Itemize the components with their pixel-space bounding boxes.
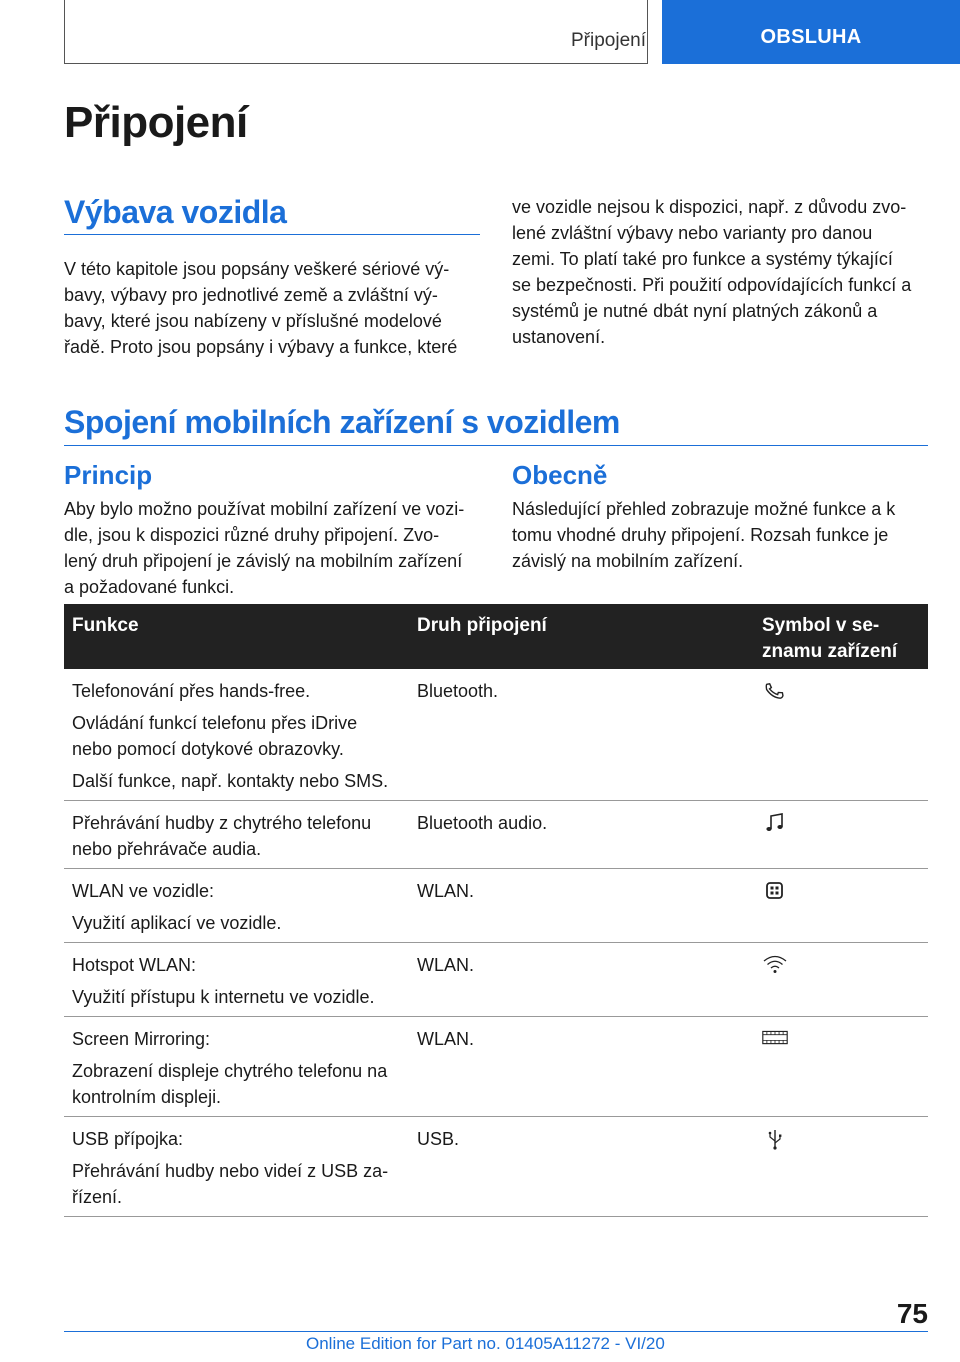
princip-line: Aby bylo možno používat mobilní zařízení ve vozi- xyxy=(64,499,465,519)
funkce-text: WLAN ve vozidle: xyxy=(72,881,215,901)
header-section-title: Připojení xyxy=(571,30,646,51)
cell-funkce xyxy=(64,669,409,800)
header-chapter-tab[interactable]: OBSLUHA xyxy=(662,0,960,64)
cell-symbol xyxy=(754,801,928,868)
cell-funkce xyxy=(64,801,409,868)
cell-funkce xyxy=(64,869,409,942)
table-row xyxy=(64,669,928,801)
header-symbol: Symbol v se- znamu zařízení xyxy=(762,615,898,662)
cell-symbol xyxy=(754,669,928,800)
funkce-text: USB přípojka: xyxy=(72,1129,184,1149)
table-row xyxy=(64,801,928,869)
vybava-rule xyxy=(64,234,480,235)
obecne-line: Následující přehled zobrazuje možné funkce a k xyxy=(512,499,896,519)
princip-text xyxy=(64,496,494,600)
funkce-text: Screen Mirroring: xyxy=(72,1029,211,1049)
funkce-text: Zobrazení displeje chytrého telefonu na kontrolním displeji. xyxy=(72,1061,388,1107)
table-row xyxy=(64,869,928,943)
vybava-right-line: ve vozidle nejsou k dispozici, např. z důvodu zvo- xyxy=(512,197,907,217)
funkce-text: Využití aplikací ve vozidle. xyxy=(72,913,282,933)
vybava-right-line: systémů je nutné dbát nyní platných zákonů a xyxy=(512,301,878,321)
apps-icon xyxy=(762,880,788,902)
table-row xyxy=(64,1017,928,1117)
vybava-right-line: ustanovení. xyxy=(512,327,606,347)
screen-mirroring-icon xyxy=(762,1028,788,1050)
funkce-text: Přehrávání hudby nebo videí z USB za-řízení. xyxy=(72,1161,389,1207)
wifi-icon xyxy=(762,954,788,976)
table-row xyxy=(64,943,928,1017)
funkce-text: Ovládání funkcí telefonu přes iDrive nebo pomocí dotykové obrazovky. xyxy=(72,713,358,759)
connection-table xyxy=(64,604,928,1217)
header-frame xyxy=(64,0,648,64)
princip-heading: Princip xyxy=(64,460,153,490)
footer-edition: Online Edition for Part no. 01405A11272 - VI/20 xyxy=(306,1334,665,1353)
princip-line: dle, jsou k dispozici různé druhy připojení. Zvo- xyxy=(64,525,440,545)
header-druh: Druh připojení xyxy=(417,615,547,636)
cell-druh: USB. xyxy=(417,1129,460,1149)
funkce-text: Telefonování přes hands-free. xyxy=(72,681,311,701)
vybava-right-line: se bezpečnosti. Při použití odpovídajících funkcí a xyxy=(512,275,912,295)
header-funkce: Funkce xyxy=(72,615,139,636)
cell-funkce xyxy=(64,1017,409,1116)
vybava-left-line: V této kapitole jsou popsány veškeré sériové vý- xyxy=(64,259,450,279)
cell-funkce xyxy=(64,1117,409,1216)
cell-symbol xyxy=(754,1017,928,1116)
cell-druh: Bluetooth. xyxy=(417,681,499,701)
footer-rule xyxy=(64,1331,928,1332)
cell-druh: WLAN. xyxy=(417,881,475,901)
spojeni-rule xyxy=(64,445,928,446)
spojeni-heading: Spojení mobilních zařízení s vozidlem xyxy=(64,404,620,440)
vybava-left-line: řadě. Proto jsou popsány i výbavy a funkce, které xyxy=(64,337,458,357)
cell-druh: WLAN. xyxy=(417,1029,475,1049)
obecne-line: závislý na mobilním zařízení. xyxy=(512,551,744,571)
vybava-text-left xyxy=(64,256,484,360)
music-note-icon xyxy=(762,812,788,834)
funkce-text: Využití přístupu k internetu ve vozidle. xyxy=(72,987,375,1007)
vybava-heading: Výbava vozidla xyxy=(64,194,287,230)
cell-funkce xyxy=(64,943,409,1016)
cell-druh: Bluetooth audio. xyxy=(417,813,548,833)
obecne-line: tomu vhodné druhy připojení. Rozsah funkce je xyxy=(512,525,889,545)
table-header xyxy=(64,604,928,669)
cell-symbol xyxy=(754,943,928,1016)
vybava-right-line: zemi. To platí také pro funkce a systémy týkající xyxy=(512,249,893,269)
cell-symbol xyxy=(754,1117,928,1216)
phone-icon xyxy=(762,680,788,702)
page-number: 75 xyxy=(896,1298,928,1329)
princip-line: lený druh připojení je závislý na mobilním zařízení xyxy=(64,551,463,571)
funkce-text: Další funkce, např. kontakty nebo SMS. xyxy=(72,771,389,791)
cell-druh: WLAN. xyxy=(417,955,475,975)
table-row xyxy=(64,1117,928,1217)
princip-line: a požadované funkci. xyxy=(64,577,235,597)
vybava-text-right xyxy=(512,194,942,350)
obecne-heading: Obecně xyxy=(512,460,608,490)
usb-icon xyxy=(762,1128,788,1150)
obecne-text xyxy=(512,496,942,574)
vybava-left-line: bavy, které jsou nabízeny v příslušné modelové xyxy=(64,311,442,331)
page-title: Připojení xyxy=(64,98,248,147)
cell-symbol xyxy=(754,869,928,942)
vybava-right-line: lené zvláštní výbavy nebo varianty pro danou xyxy=(512,223,873,243)
vybava-left-line: bavy, výbavy pro jednotlivé země a zvláštní vý- xyxy=(64,285,438,305)
funkce-text: Hotspot WLAN: xyxy=(72,955,197,975)
funkce-text: Přehrávání hudby z chytrého telefonu nebo přehrávače audia. xyxy=(72,813,372,859)
